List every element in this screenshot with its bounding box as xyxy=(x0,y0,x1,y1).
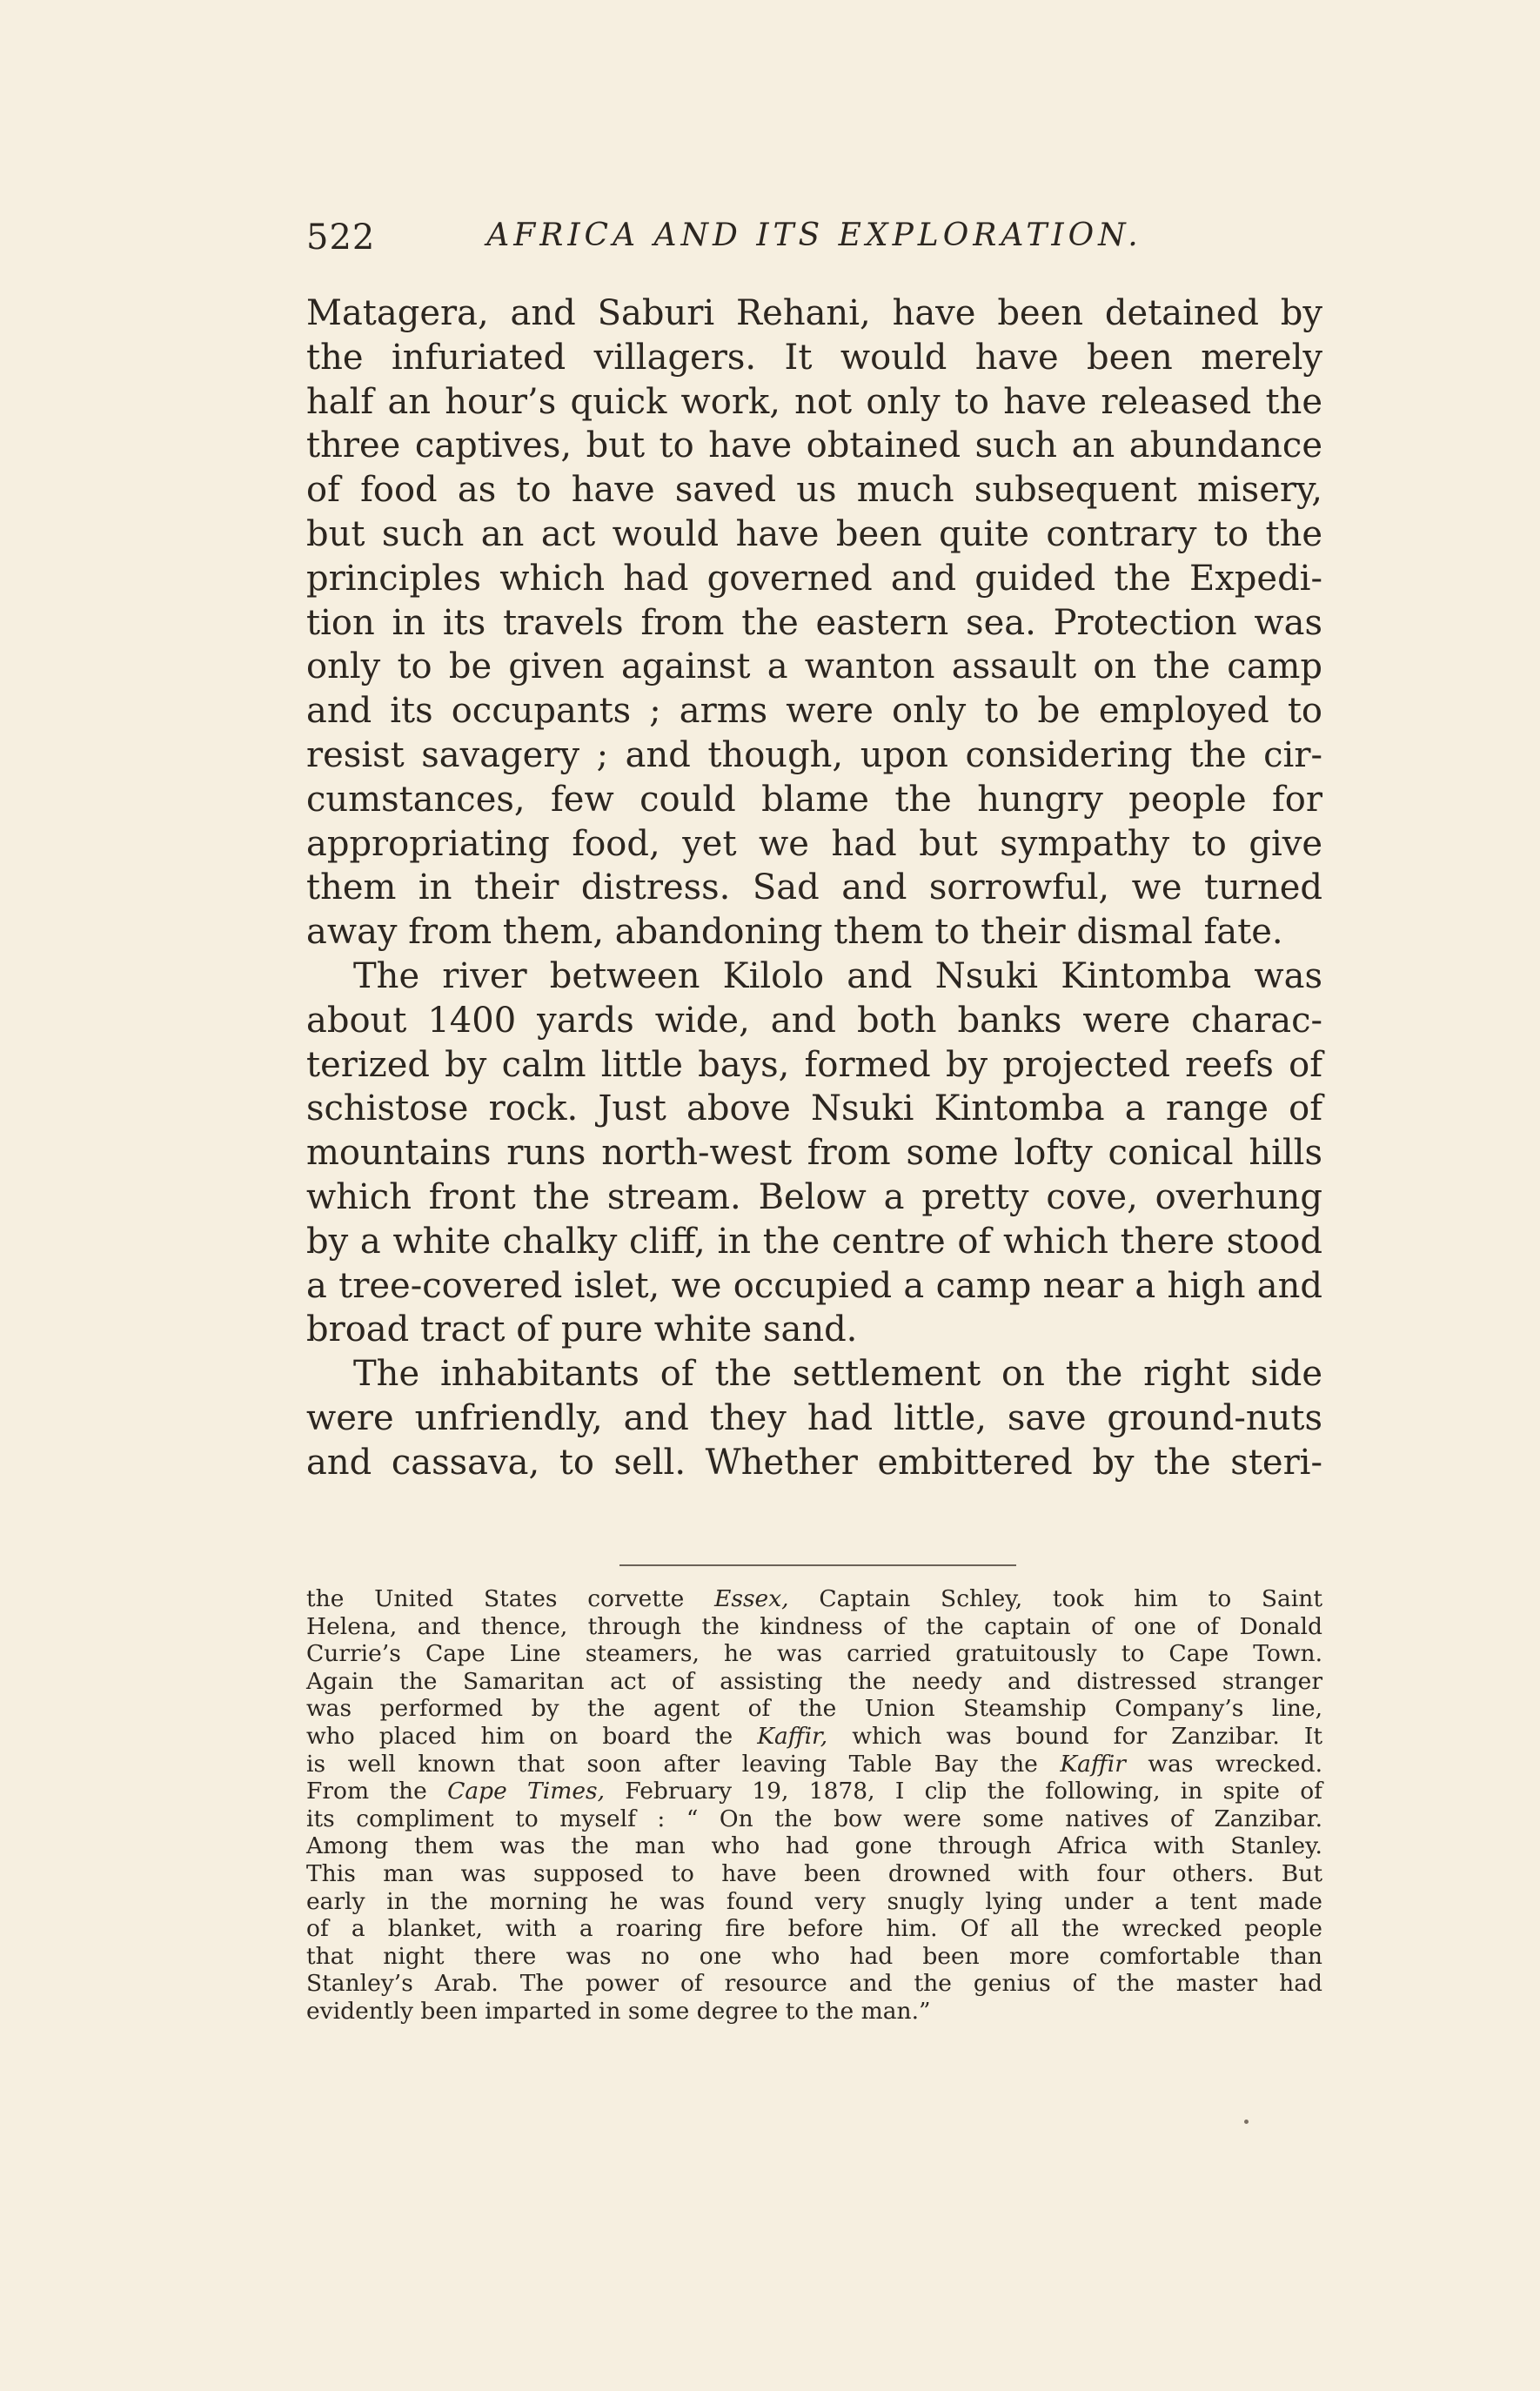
running-title: AFRICA AND ITS EXPLORATION. xyxy=(486,218,1142,253)
footnote-line: Stanley’s Arab. The power of resource and the genius of the master had xyxy=(306,1970,1322,1998)
footnote-line: early in the morning he was found very snugly lying under a tent made xyxy=(306,1887,1322,1915)
body-line: mountains runs north-west from some lofty conical hills xyxy=(306,1133,1322,1174)
paper-speck xyxy=(1244,2120,1249,2124)
footnote-line: evidently been imparted in some degree to the man.” xyxy=(306,1997,931,2025)
body-line: The river between Kilolo and Nsuki Kintomba was xyxy=(353,955,1322,996)
body-line: only to be given against a wanton assault on the camp xyxy=(306,646,1322,687)
footnote-ship-name: Kaffir, xyxy=(757,1722,828,1750)
footnote-newspaper-name: Cape Times, xyxy=(447,1778,606,1805)
body-line: broad tract of pure white sand. xyxy=(306,1309,858,1350)
body-line: three captives, but to have obtained such an abundance xyxy=(306,425,1322,466)
footnote-line xyxy=(306,1751,1322,1778)
body-line: schistose rock. Just above Nsuki Kintomba a range of xyxy=(306,1088,1322,1129)
footnote-ship-name: Kaffir xyxy=(1060,1750,1126,1778)
body-line: the infuriated villagers. It would have been merely xyxy=(306,337,1322,378)
body-line: and its occupants ; arms were only to be employed to xyxy=(306,691,1322,732)
body-line: terized by calm little bays, formed by projected reefs of xyxy=(306,1044,1322,1085)
main-text-block xyxy=(306,291,1322,1485)
body-line: a tree-covered islet, we occupied a camp near a high and xyxy=(306,1265,1322,1306)
footnote-line: that night there was no one who had been more comfortable than xyxy=(306,1942,1322,1970)
body-line: by a white chalky cliff, in the centre of which there stood xyxy=(306,1221,1322,1262)
footnote-text: which was bound for Zanzibar. It xyxy=(827,1722,1322,1750)
footnote-text: was wrecked. xyxy=(1125,1750,1322,1778)
footnote-text: Captain Schley, took him to Saint xyxy=(788,1585,1322,1612)
footnote-line xyxy=(306,1585,1322,1613)
footnote-line: This man was supposed to have been drowned with four others. But xyxy=(306,1859,1322,1887)
body-line: of food as to have saved us much subsequent misery, xyxy=(306,470,1322,511)
footnote-text: the United States corvette xyxy=(306,1585,715,1612)
body-line: cumstances, few could blame the hungry people for xyxy=(306,779,1322,820)
body-line: them in their distress. Sad and sorrowful, we turned xyxy=(306,867,1322,908)
body-line: resist savagery ; and though, upon considering the cir- xyxy=(306,734,1322,775)
footnote-line: its compliment to myself : “ On the bow were some natives of Zanzibar. xyxy=(306,1805,1322,1832)
body-line: were unfriendly, and they had little, save ground-nuts xyxy=(306,1397,1322,1438)
footnote-line: Currie’s Cape Line steamers, he was carried gratuitously to Cape Town. xyxy=(306,1640,1322,1668)
body-line: which front the stream. Below a pretty cove, overhung xyxy=(306,1176,1322,1217)
page-number: 522 xyxy=(306,218,376,258)
body-line: tion in its travels from the eastern sea. Protection was xyxy=(306,602,1322,643)
body-line: and cassava, to sell. Whether embittered by the steri- xyxy=(306,1442,1322,1483)
body-line: away from them, abandoning them to their dismal fate. xyxy=(306,912,1283,953)
body-line: about 1400 yards wide, and both banks were charac- xyxy=(306,1000,1322,1041)
footnote-line xyxy=(306,1778,1322,1805)
footnote-text: February 19, 1878, I clip the following, in spite of xyxy=(605,1778,1322,1805)
footnote-line: was performed by the agent of the Union Steamship Company’s line, xyxy=(306,1695,1322,1723)
footnote-line: Helena, and thence, through the kindness of the captain of one of Donald xyxy=(306,1612,1322,1640)
page-header xyxy=(306,218,1322,278)
footnote-block xyxy=(306,1585,1322,2026)
body-line: appropriating food, yet we had but sympathy to give xyxy=(306,823,1322,864)
footnote-text: who placed him on board the xyxy=(306,1722,758,1750)
body-line: Matagera, and Saburi Rehani, have been detained by xyxy=(306,293,1322,333)
footnote-line xyxy=(306,1723,1322,1751)
body-line: principles which had governed and guided the Expedi- xyxy=(306,558,1322,599)
footnote-text: From the xyxy=(306,1778,448,1805)
footnote-line: Again the Samaritan act of assisting the needy and distressed stranger xyxy=(306,1667,1322,1695)
footnote-text: is well known that soon after leaving Table Bay the xyxy=(306,1750,1061,1778)
footnote-line: Among them was the man who had gone through Africa with Stanley. xyxy=(306,1832,1322,1860)
footnote-ship-name: Essex, xyxy=(714,1585,789,1612)
footnote-line: of a blanket, with a roaring fire before him. Of all the wrecked people xyxy=(306,1915,1322,1943)
body-line: half an hour’s quick work, not only to have released the xyxy=(306,381,1322,422)
body-line: but such an act would have been quite contrary to the xyxy=(306,513,1322,554)
body-line: The inhabitants of the settlement on the right side xyxy=(353,1354,1322,1395)
footnote-divider xyxy=(619,1564,1016,1566)
